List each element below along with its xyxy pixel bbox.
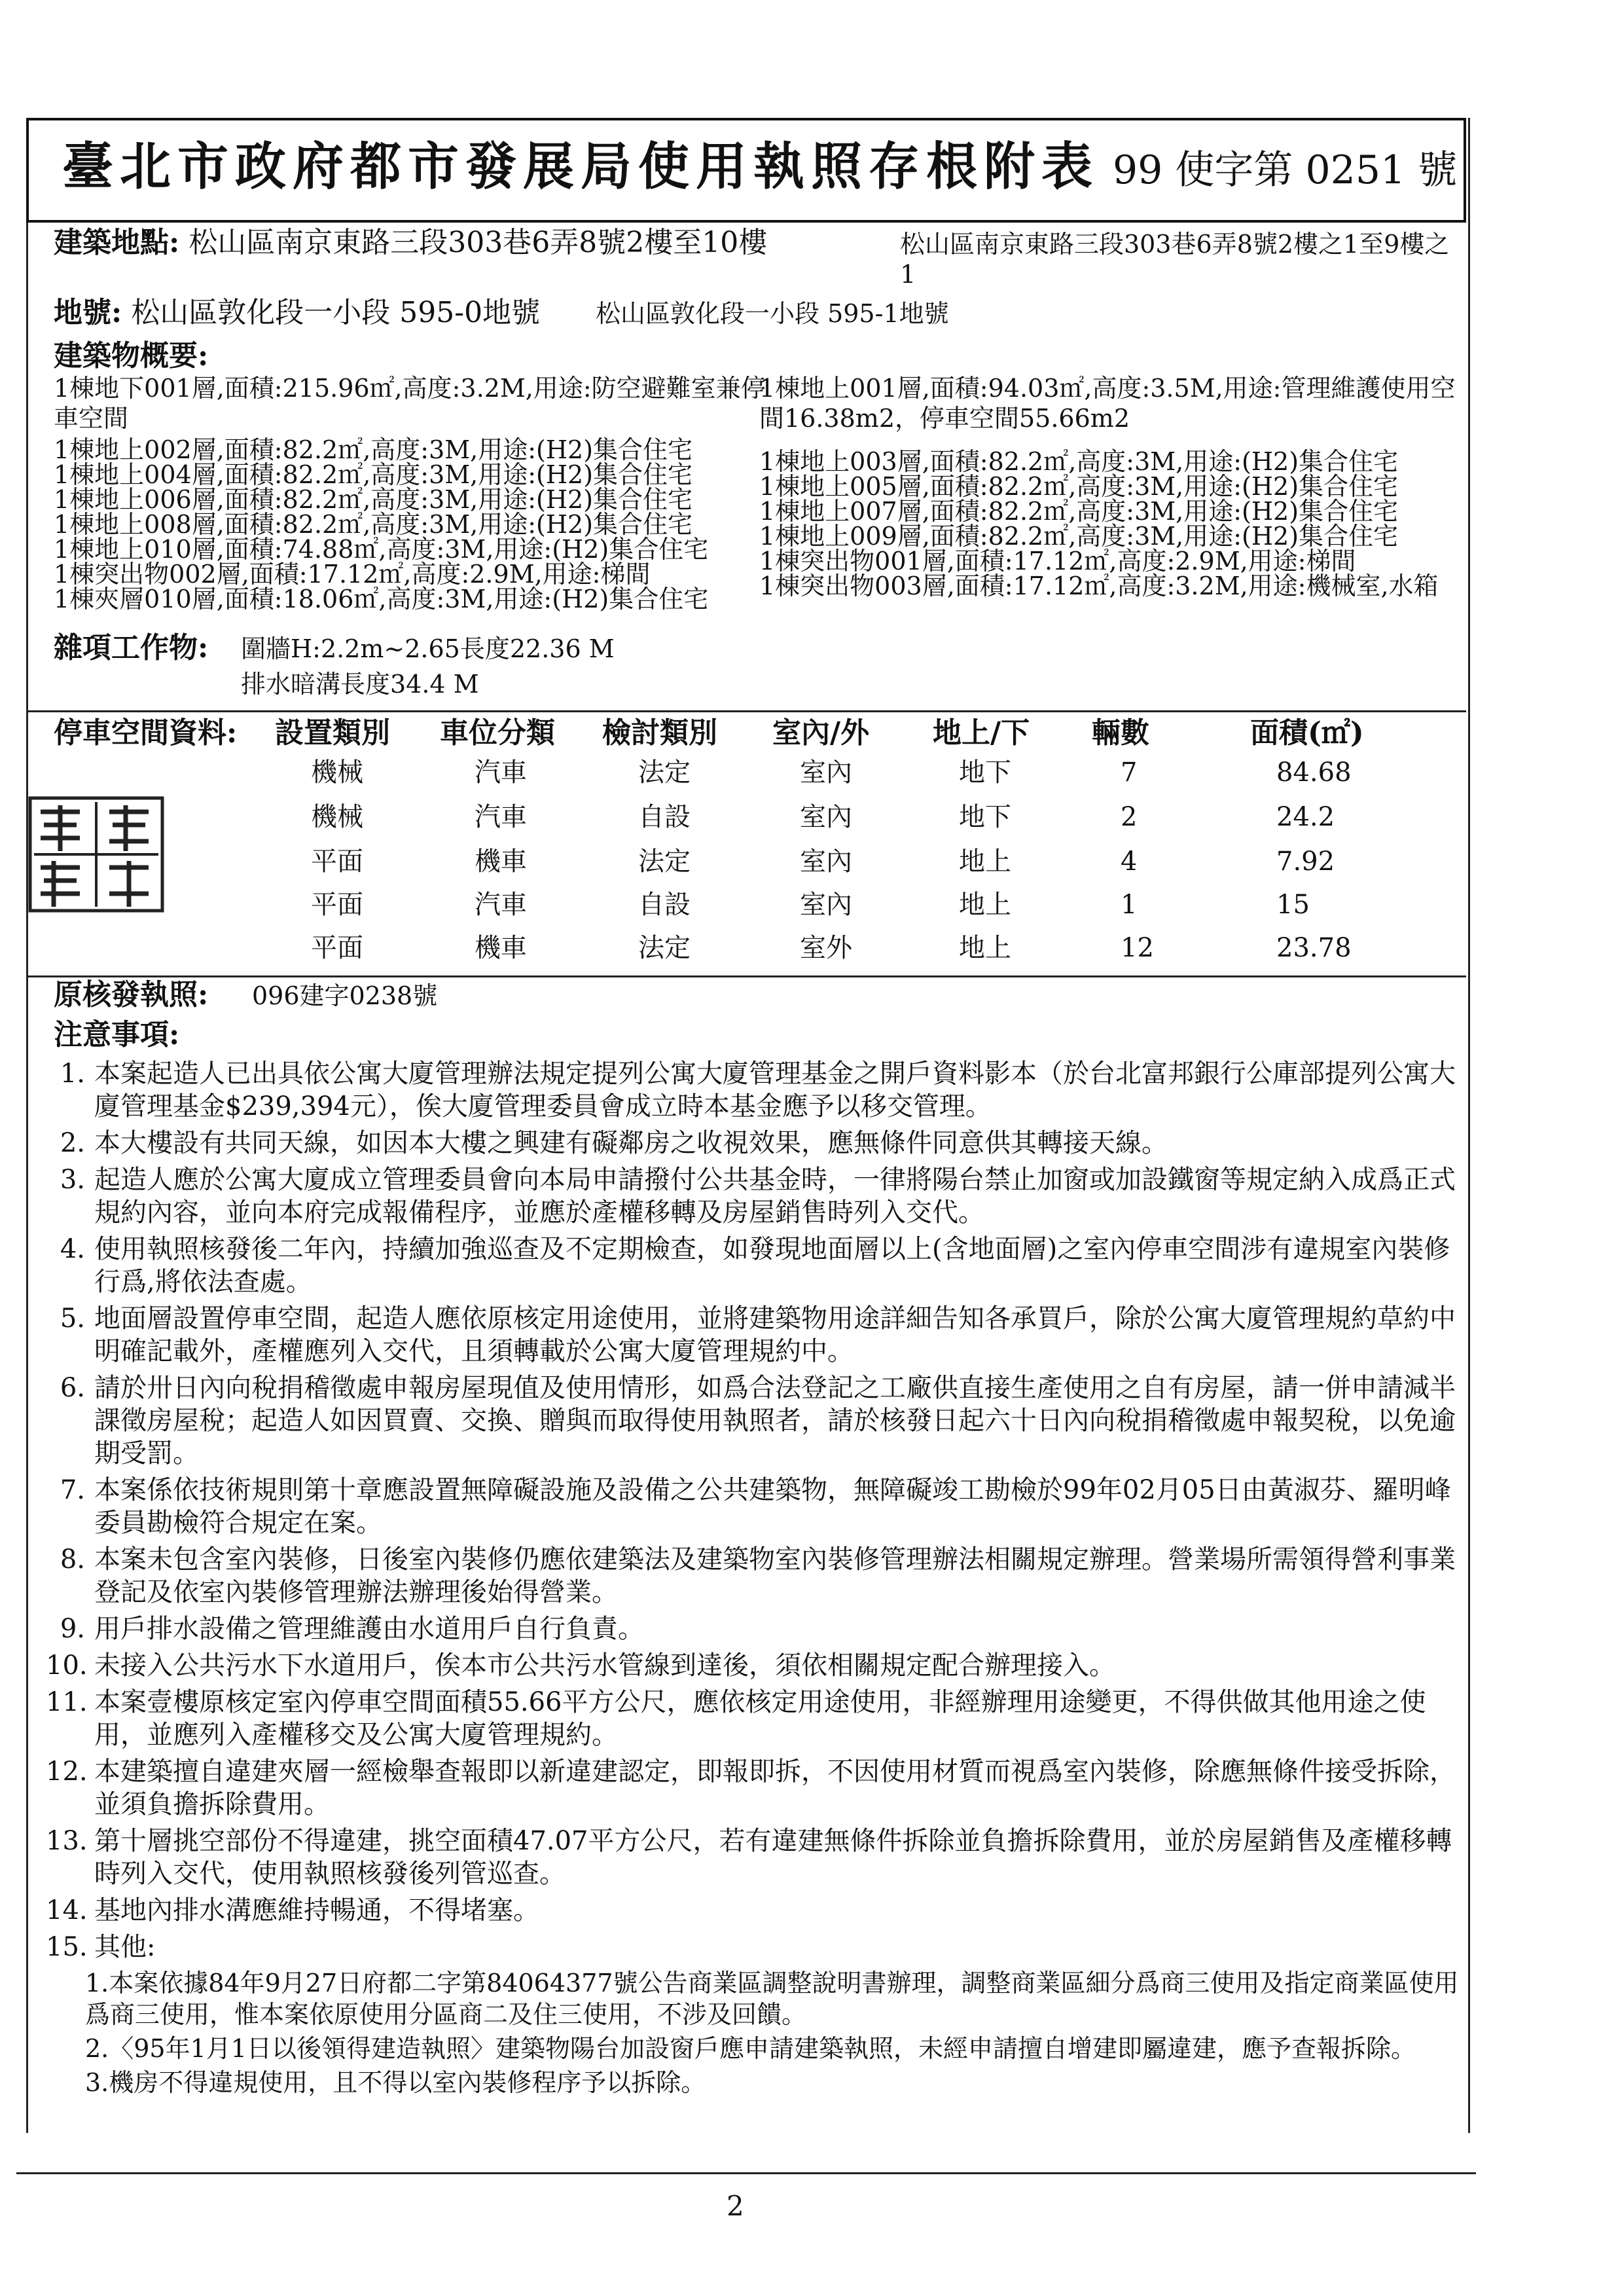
note-number: 13. xyxy=(46,1826,88,1856)
note-number: 14. xyxy=(46,1895,88,1925)
original-license-value: 096建字0238號 xyxy=(252,981,438,1010)
notes-list xyxy=(46,1057,1466,2101)
parking-header: 檢討類別 xyxy=(602,716,717,750)
parking-cell: 室內 xyxy=(800,757,852,788)
note-text: 其他: xyxy=(94,1932,156,1962)
parking-cell: 地上 xyxy=(959,933,1011,963)
parking-cell: 23.78 xyxy=(1276,933,1352,963)
note-text: 地面層設置停車空間，起造人應依原核定用途使用，並將建築物用途詳細告知各承買戶，除於公寓大廈管理規約草約中明確記載外，產權應列入交代，且須轉載於公寓大廈管理規約中。 xyxy=(94,1303,1456,1366)
note-text: 本案未包含室內裝修，日後室內裝修仍應依建築法及建築物室內裝修管理辦法相關規定辦理。營業場所需領得營利事業登記及依室內裝修管理辦法辦理後始得營業。 xyxy=(94,1544,1456,1607)
parking-cell: 法定 xyxy=(638,757,691,788)
note-number: 8. xyxy=(60,1544,85,1575)
note-text: 本案壹樓原核定室內停車空間面積55.66平方公尺，應依核定用途使用，非經辦理用途變更，不得供做其他用途之使用，並應列入產權移交及公寓大廈管理規約。 xyxy=(94,1687,1426,1750)
parking-cell: 汽車 xyxy=(475,757,527,788)
note-sub-item: 2.〈95年1月1日以後領得建造執照〉建築物陽台加設窗戶應申請建築執照，未經申請擅自增建即屬違建，應予查報拆除。 xyxy=(85,2034,1416,2063)
page-title: 臺北市政府都市發展局使用執照存根附表 xyxy=(62,137,1100,196)
overview-row1-left xyxy=(54,373,766,433)
note-item xyxy=(46,1233,1466,1298)
note-text: 用戶排水設備之管理維護由水道用戶自行負責。 xyxy=(94,1614,644,1644)
note-number: 15. xyxy=(46,1932,88,1962)
parking-cell: 平面 xyxy=(311,933,363,963)
note-item xyxy=(46,1931,1466,1963)
parking-cell: 平面 xyxy=(311,847,363,877)
note-item xyxy=(46,1372,1466,1470)
note-text: 使用執照核發後二年內，持續加強巡查及不定期檢查，如發現地面層以上(含地面層)之室內停車空間涉有違規室內裝修行爲,將依法查處。 xyxy=(94,1234,1450,1297)
note-item xyxy=(46,1474,1466,1539)
misc-label: 雜項工作物: xyxy=(54,631,209,665)
notes-label: 注意事項: xyxy=(54,1018,180,1051)
parking-cell: 7.92 xyxy=(1276,847,1335,877)
overview-row1-left-l2: 車空間 xyxy=(54,404,129,433)
overview-row1-left-l1: 1棟地下001層,面積:215.96㎡,高度:3.2M,用途:防空避難室兼停 xyxy=(54,374,766,403)
overview-left-item: 1棟夾層010層,面積:18.06㎡,高度:3M,用途:(H2)集合住宅 xyxy=(54,585,709,613)
note-item xyxy=(46,1825,1466,1890)
overview-right-item: 1棟突出物003層,面積:17.12㎡,高度:3.2M,用途:機械室,水箱 xyxy=(759,572,1439,600)
note-text: 基地內排水溝應維持暢通，不得堵塞。 xyxy=(94,1895,539,1925)
note-text: 本建築擅自違建夾層一經檢舉查報即以新違建認定，即報即拆，不因使用材質而視爲室內裝修，除應無條件接受拆除，並須負擔拆除費用。 xyxy=(94,1757,1456,1819)
note-item xyxy=(46,1543,1466,1609)
parking-header: 面積(㎡) xyxy=(1250,716,1364,750)
parking-cell: 室外 xyxy=(800,933,852,963)
overview-left-item: 1棟地上004層,面積:82.2㎡,高度:3M,用途:(H2)集合住宅 xyxy=(54,460,693,489)
note-text: 本案起造人已出具依公寓大廈管理辦法規定提列公寓大廈管理基金之開戶資料影本（於台北富邦銀行公庫部提列公寓大廈管理基金$239,394元），俟大廈管理委員會成立時本基金應予以移交管理。 xyxy=(94,1059,1456,1121)
official-seal-stamp xyxy=(27,795,165,913)
parking-cell: 24.2 xyxy=(1276,802,1335,832)
parking-cell: 室內 xyxy=(800,802,852,832)
overview-right-item: 1棟突出物001層,面積:17.12㎡,高度:2.9M,用途:梯間 xyxy=(759,547,1356,575)
note-text: 請於卅日內向稅捐稽徵處申報房屋現值及使用情形，如爲合法登記之工廠供直接生產使用之自有房屋，請一併申請減半課徵房屋稅；起造人如因買賣、交換、贈與而取得使用執照者，請於核發日起六十日內向稅捐稽徵處申報契稅，以免逾期受罰。 xyxy=(94,1373,1456,1468)
note-number: 6. xyxy=(60,1373,85,1403)
parking-cell: 室內 xyxy=(800,847,852,877)
overview-row1-right-l2: 間16.38m2，停車空間55.66m2 xyxy=(759,404,1130,433)
parking-cell: 12 xyxy=(1121,933,1154,963)
parking-cell: 汽車 xyxy=(475,802,527,832)
note-number: 9. xyxy=(60,1614,85,1644)
parking-cell: 機械 xyxy=(311,802,363,832)
note-item xyxy=(46,1613,1466,1645)
overview-right-item: 1棟地上007層,面積:82.2㎡,高度:3M,用途:(H2)集合住宅 xyxy=(759,497,1399,526)
misc-row xyxy=(54,631,208,665)
note-number: 3. xyxy=(60,1165,85,1195)
overview-right-list xyxy=(759,449,1439,598)
overview-left-list xyxy=(54,437,708,611)
parking-cell: 地上 xyxy=(959,847,1011,877)
note-text: 第十層挑空部份不得違建，挑空面積47.07平方公尺，若有違建無條件拆除並負擔拆除費用，並於房屋銷售及產權移轉時列入交代，使用執照核發後列管巡查。 xyxy=(94,1826,1452,1889)
parking-cell: 室內 xyxy=(800,890,852,920)
note-text: 起造人應於公寓大廈成立管理委員會向本局申請撥付公共基金時，一律將陽台禁止加窗或加設鐵窗等規定納入成爲正式規約內容，並向本府完成報備程序，並應於產權移轉及房屋銷售時列入交代。 xyxy=(94,1165,1456,1228)
parking-cell: 法定 xyxy=(638,847,691,877)
parking-cell: 機械 xyxy=(311,757,363,788)
parking-cell: 自設 xyxy=(638,802,691,832)
parking-cell: 1 xyxy=(1121,890,1138,920)
overview-left-item: 1棟突出物002層,面積:17.12㎡,高度:2.9M,用途:梯間 xyxy=(54,560,651,589)
misc-item-1: 圍牆H:2.2m~2.65長度22.36 M xyxy=(241,634,615,663)
note-number: 7. xyxy=(60,1475,85,1505)
note-number: 4. xyxy=(60,1234,85,1264)
site-label: 建築地點: xyxy=(54,226,180,259)
lot-2: 松山區敦化段一小段 595-1地號 xyxy=(596,299,949,328)
overview-right-item: 1棟地上005層,面積:82.2㎡,高度:3M,用途:(H2)集合住宅 xyxy=(759,472,1399,501)
note-item xyxy=(46,1057,1466,1123)
note-text: 本案係依技術規則第十章應設置無障礙設施及設備之公共建築物，無障礙竣工勘檢於99年02月05日由黃淑芬、羅明峰委員勘檢符合規定在案。 xyxy=(94,1475,1451,1538)
note-item xyxy=(46,1755,1466,1821)
parking-header: 輛數 xyxy=(1092,716,1149,750)
misc-item-2: 排水暗溝長度34.4 M xyxy=(241,670,479,699)
parking-header: 室內/外 xyxy=(772,716,870,750)
note-number: 11. xyxy=(46,1687,88,1717)
note-item xyxy=(46,1163,1466,1229)
site-address-2 xyxy=(900,229,1449,289)
note-number: 12. xyxy=(46,1757,88,1787)
lot-1: 松山區敦化段一小段 595-0地號 xyxy=(131,296,541,329)
overview-row1-right-l1: 1棟地上001層,面積:94.03㎡,高度:3.5M,用途:管理維護使用空 xyxy=(759,374,1456,403)
parking-cell: 4 xyxy=(1121,847,1138,877)
parking-cell: 2 xyxy=(1121,802,1138,832)
overview-right-item: 1棟地上003層,面積:82.2㎡,高度:3M,用途:(H2)集合住宅 xyxy=(759,447,1399,476)
parking-cell: 84.68 xyxy=(1276,757,1352,788)
site-row xyxy=(54,226,767,260)
parking-cell: 地下 xyxy=(959,757,1011,788)
note-number: 1. xyxy=(60,1059,85,1089)
parking-header: 地上/下 xyxy=(933,716,1030,750)
lot-label: 地號: xyxy=(54,296,122,329)
original-license-row xyxy=(54,978,208,1012)
note-number: 2. xyxy=(60,1128,85,1158)
bottom-divider xyxy=(16,2172,1476,2174)
original-license-label: 原核發執照: xyxy=(54,978,209,1011)
note-item xyxy=(46,1686,1466,1751)
note-item xyxy=(46,1127,1466,1159)
parking-header: 車位分類 xyxy=(440,716,555,750)
site-address-2-line2: 1 xyxy=(900,260,916,289)
note-number: 5. xyxy=(60,1303,85,1334)
parking-cell: 地下 xyxy=(959,802,1011,832)
parking-cell: 機車 xyxy=(475,847,527,877)
parking-cell: 自設 xyxy=(638,890,691,920)
parking-label: 停車空間資料: xyxy=(54,716,238,750)
note-item xyxy=(46,1302,1466,1368)
parking-header: 設置類別 xyxy=(275,716,390,750)
lot-row xyxy=(54,296,540,330)
divider xyxy=(26,975,1466,977)
parking-cell: 7 xyxy=(1121,757,1138,788)
document-number: 99 使字第 0251 號 xyxy=(1113,147,1458,193)
parking-cell: 法定 xyxy=(638,933,691,963)
note-number: 10. xyxy=(46,1650,88,1681)
note-item xyxy=(46,1894,1466,1927)
site-address-2-line1: 松山區南京東路三段303巷6弄8號2樓之1至9樓之 xyxy=(900,230,1450,259)
note-text: 本大樓設有共同天線，如因本大樓之興建有礙鄰房之收視效果，應無條件同意供其轉接天線。 xyxy=(94,1128,1168,1158)
overview-right-item: 1棟地上009層,面積:82.2㎡,高度:3M,用途:(H2)集合住宅 xyxy=(759,522,1399,551)
page-number: 2 xyxy=(727,2190,744,2222)
overview-left-item: 1棟地上010層,面積:74.88㎡,高度:3M,用途:(H2)集合住宅 xyxy=(54,535,709,564)
overview-left-item: 1棟地上008層,面積:82.2㎡,高度:3M,用途:(H2)集合住宅 xyxy=(54,510,693,539)
parking-cell: 15 xyxy=(1276,890,1310,920)
overview-row1-right xyxy=(759,373,1455,433)
parking-cell: 平面 xyxy=(311,890,363,920)
note-item xyxy=(46,1649,1466,1682)
note-sub-item: 3.機房不得違規使用，且不得以室內裝修程序予以拆除。 xyxy=(85,2068,706,2097)
parking-cell: 地上 xyxy=(959,890,1011,920)
overview-label: 建築物概要: xyxy=(54,339,209,373)
parking-cell: 機車 xyxy=(475,933,527,963)
parking-cell: 汽車 xyxy=(475,890,527,920)
site-address-1: 松山區南京東路三段303巷6弄8號2樓至10樓 xyxy=(189,226,768,259)
overview-left-item: 1棟地上002層,面積:82.2㎡,高度:3M,用途:(H2)集合住宅 xyxy=(54,435,693,464)
divider xyxy=(26,710,1466,712)
note-sub-item: 1.本案依據84年9月27日府都二字第84064377號公告商業區調整說明書辦理，調整商業區細分爲商三使用及指定商業區使用爲商三使用，惟本案依原使用分區商二及住三使用，不涉及回饋。 xyxy=(85,1969,1459,2029)
overview-left-item: 1棟地上006層,面積:82.2㎡,高度:3M,用途:(H2)集合住宅 xyxy=(54,485,693,514)
note-text: 未接入公共污水下水道用戶，俟本市公共污水管線到達後，須依相關規定配合辦理接入。 xyxy=(94,1650,1115,1681)
